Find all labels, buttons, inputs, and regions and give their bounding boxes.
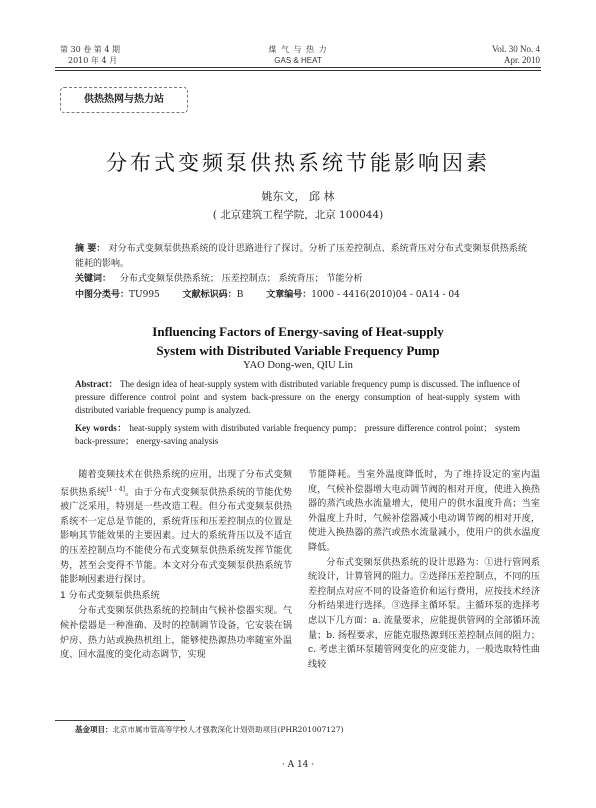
clc-value: TU995: [129, 290, 160, 300]
keywords-en: [75, 422, 520, 448]
body-right-column: [308, 468, 540, 672]
abstract-en-text: The design idea of heat-supply system with distributed variable frequency pump is discussed. The influence of pressure difference control point and system back-pressure on the energy consumption of heat-supply system with distributed variable frequency pump is analyzed.: [75, 379, 520, 415]
volume-issue: 第 30 卷 第 4 期: [60, 45, 120, 54]
paper-title-en-line1: Influencing Factors of Energy-saving of Heat-supply: [152, 324, 444, 339]
paragraph-text: 随着变频技术在供热系统的应用，出现了分布式变频泵供热系统: [60, 470, 292, 498]
keywords-en-text: heat-supply system with distributed variable frequency pump； pressure difference control point； system back-pressure； energy-saving analysis: [75, 423, 520, 446]
header-rule-bottom: [55, 70, 541, 71]
doc-code-label: 文献标识码：: [182, 290, 237, 300]
paper-title-cn: 分布式变频泵供热系统节能影响因素: [106, 151, 490, 175]
column-badge: [60, 87, 188, 113]
body-paragraph: 分布式变频泵供热系统的控制由气候补偿器实现。气候补偿器是一种准确、及时的控制调节设备，它安装在锅炉房、热力站或换热机组上，能够使热源热功率随室外温度、回水温度的变化动态调节，实现: [60, 606, 292, 661]
authors-en: YAO Dong-wen, QIU Lin: [243, 360, 353, 371]
affiliation-cn: ( 北京建筑工程学院，北京 100044): [212, 209, 384, 221]
keywords-cn-text: 分布式变频泵供热系统； 压差控制点； 系统背压； 节能分析: [119, 274, 363, 284]
paper-title-en-line2: System with Distributed Variable Frequency Pump: [156, 343, 440, 358]
classification-line: [75, 288, 535, 303]
keywords-cn: [75, 272, 527, 287]
issue-date: 2010 年 4 月: [68, 56, 118, 65]
clc-label: 中图分类号：: [75, 290, 130, 300]
abstract-en-label: Abstract：: [75, 379, 118, 389]
page-number: · A 14 ·: [281, 760, 315, 770]
body-paragraph: 节能降耗。当室外温度降低时，为了维持设定的室内温度，气候补偿器增大电动调节阀的相对开度，使进入换热器的蒸汽或热水流量增大，使用户的供水温度升高；当室外温度上升时，气候补偿器减小电动调节阀的相对开度，使进入换热器的蒸汽或热水流量减小，使用户的供水温度降低。: [308, 470, 540, 553]
abstract-en: [75, 378, 520, 417]
footnote-text: 北京市属市管高等学校人才强教深化计划资助项目(PHR201007127): [112, 725, 344, 734]
article-no-value: 1000 - 4416(2010)04 - 0A14 - 04: [311, 290, 460, 300]
header-rule-top: [55, 67, 541, 68]
paper-title-en: [0, 322, 596, 360]
section-heading: 1 分布式变频泵供热系统: [60, 590, 160, 601]
issue-date-en: Apr. 2010: [504, 55, 540, 65]
body-paragraph: [60, 468, 292, 588]
journal-volume-en: [492, 44, 540, 66]
keywords-cn-label: 关键词：: [75, 274, 112, 284]
abstract-cn-label: 摘 要：: [75, 244, 106, 254]
authors-cn: 姚东文， 邱 林: [261, 190, 335, 203]
footnote: [75, 724, 344, 735]
body-paragraph: 分布式变频泵供热系统的设计思路为：①进行管网系统设计，计算管网的阻力。②选择压差控制点，不同的压差控制点对应不同的设备造价和运行费用，应按技术经济分析结果进行选择。③选择主循环泵。主循环泵的选择考虑以下几方面：a. 流量要求，应能提供管网的全部循环流量；b. 扬程要求，应能克服热源到压差控制点间的阻力；c. 考虑主循环泵随管网变化的应变能力，一般选取特性曲线较: [308, 557, 540, 670]
citation-ref: [1 - 4]: [106, 485, 125, 493]
footnote-rule: [55, 720, 185, 721]
volume-issue-en: Vol. 30 No. 4: [491, 44, 540, 54]
abstract-cn-text: 对分布式变频泵供热系统的设计思路进行了探讨。分析了压差控制点、系统背压对分布式变频泵供热系统能耗的影响。: [75, 244, 527, 269]
keywords-en-label: Key words：: [75, 423, 127, 433]
paragraph-text: 。由于分布式变频泵供热系统的节能优势被广泛采用，特别是一些改造工程。但分布式变频泵供热系统不一定总是节能的，系统背压和压差控制点的位置是影响其节能效果的主要因素。过大的系统背压以及不适宜的压差控制点均不能使分布式变频泵供热系统发挥节能优势，甚至会变得不节能。本文对分布式变频泵供热系统节能影响因素进行探讨。: [60, 487, 292, 586]
journal-name-cn: 煤 气 与 热 力: [268, 45, 328, 54]
article-no-label: 文章编号：: [266, 290, 312, 300]
journal-name-en: GAS & HEAT: [274, 56, 322, 65]
body-left-column: [60, 468, 292, 663]
doc-code-value: B: [236, 290, 244, 300]
footnote-label: 基金项目：: [75, 725, 113, 734]
abstract-cn: [75, 242, 527, 272]
column-badge-label: 供热热网与热力站: [84, 94, 164, 105]
